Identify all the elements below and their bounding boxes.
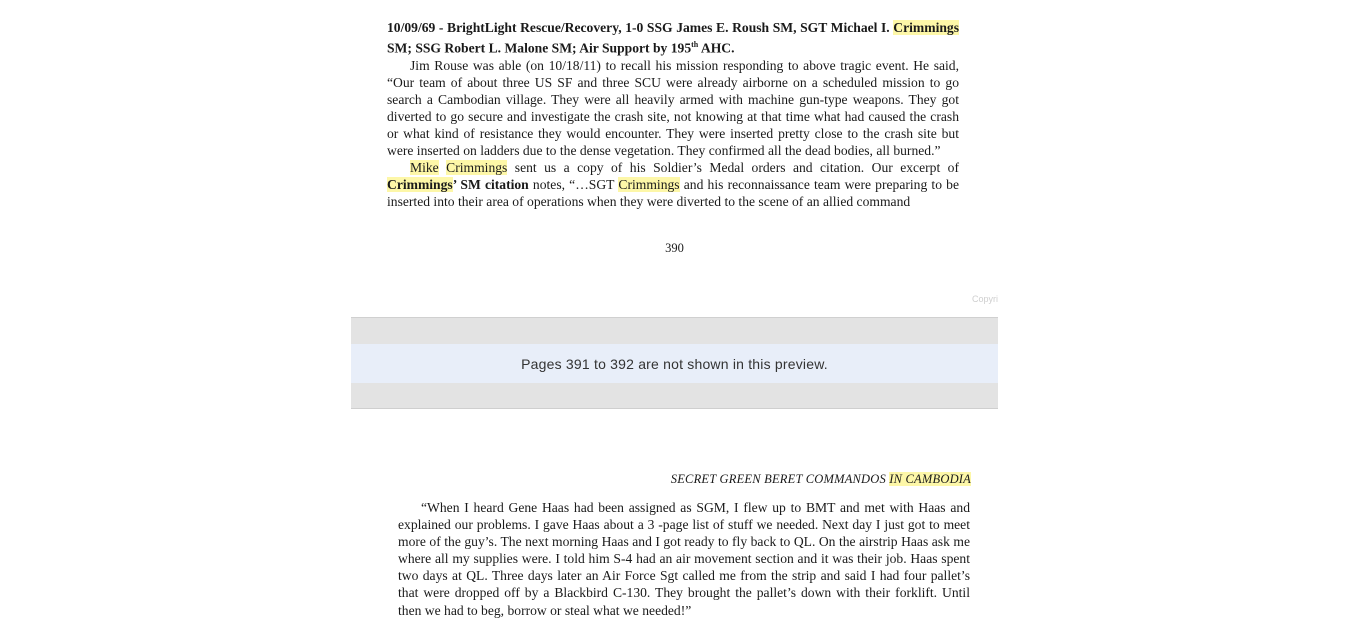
section-heading: 10/09/69 - BrightLight Rescue/Recovery, 1-0 SSG James E. Roush SM, SGT Michael I. Crimmings SM; SSG Robert L. Malone SM; Air Support by 195th AHC. [387,20,959,56]
paragraph: “When I heard Gene Haas had been assigned as SGM, I flew up to BMT and met with Haas and explained our problems. I gave Haas about a 3 -page list of stuff we needed. Next day I just got to meet more of the guy’s. The next morning Haas and I got ready to fly back to QL. On the airstrip Haas ask me where all my supplies were. I told him S-4 had an air movement section and it was their job. Haas spent two days at QL. Three days later an Air Force Sgt called me from the strip and said I had four pallet’s that were dropped off by a Blackbird C-130. They brought the pallet’s down with their forklift. Until then we had to beg, borrow or steal what we needed!” [398,500,970,618]
copyright-notice: Copyri [972,294,998,304]
preview-gap [351,317,998,409]
book-page-next [351,410,998,639]
paragraph: Jim Rouse was able (on 10/18/11) to recall his mission responding to above tragic event. He said, “Our team of about three US SF and three SCU were already airborne on a scheduled mission to go search a Cambodian village. They were all heavily armed with machine gun-type weapons. They got diverted to go secure and investigate the crash site, not knowing at that time what had caused the crash or what kind of resistance they would encounter. They were inserted pretty close to the crash site but were inserted on ladders due to the dense vegetation. They confirmed all the dead bodies, all burned.” [387,57,959,159]
page-390-text [387,19,959,211]
search-highlight: Crimmings [446,160,508,176]
page-text [398,499,970,619]
search-highlight: IN CAMBODIA [889,472,971,486]
search-highlight: Crimmings [618,177,680,193]
search-highlight: Crimmings [387,177,453,193]
pages-not-shown-message: Pages 391 to 392 are not shown in this preview. [351,344,998,383]
book-page-390 [351,0,998,317]
page-number: 390 [665,241,684,255]
running-header: SECRET GREEN BERET COMMANDOS IN CAMBODIA [670,472,971,486]
search-highlight: Mike [410,160,439,176]
search-highlight: Crimmings [893,20,959,35]
paragraph: Mike Crimmings sent us a copy of his Soldier’s Medal orders and citation. Our excerpt of Crimmings’ SM citation notes, “…SGT Crimmings and his reconnaissance team were preparing to be inserted into their area of operations when they were diverted to the scene of an allied command [387,160,959,210]
